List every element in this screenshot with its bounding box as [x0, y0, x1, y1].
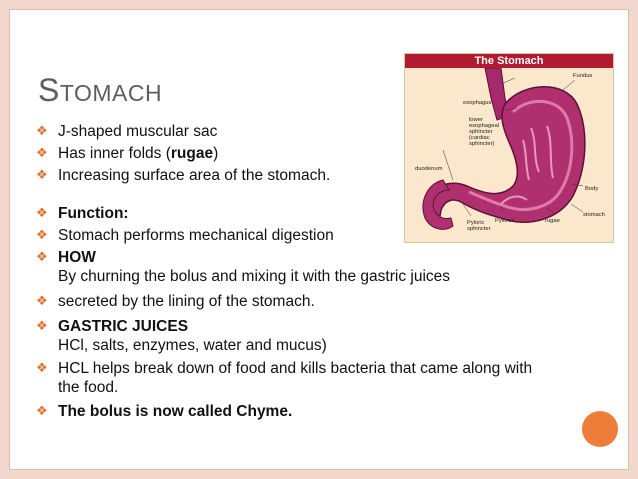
diamond-bullet-icon: ❖: [36, 361, 48, 376]
label-rugae: rugae: [545, 218, 560, 224]
label-duodenum: duodenum: [415, 166, 443, 172]
bullet-item: ❖ Has inner folds (rugae): [36, 145, 219, 162]
diamond-bullet-icon: ❖: [36, 206, 48, 221]
stomach-illustration: [405, 68, 613, 242]
bullet-item: ❖ Function:: [36, 205, 129, 222]
label-sphincter: sphincter: [469, 129, 493, 135]
bullet-item: ❖ The bolus is now called Chyme.: [36, 403, 293, 420]
label-sphincter-close: sphincter): [469, 141, 495, 147]
stomach-body-shape: [431, 87, 585, 222]
diamond-bullet-icon: ❖: [36, 404, 48, 419]
bullet-item: ❖ Increasing surface area of the stomach.: [36, 167, 331, 184]
diamond-bullet-icon: ❖: [36, 250, 48, 265]
slide-title: STOMACH: [38, 72, 163, 108]
label-esophagus: esophagus: [463, 100, 492, 106]
label-cardiac: (cardiac: [469, 135, 490, 141]
label-lower: lower: [469, 117, 483, 123]
bullet-item: ❖ Stomach performs mechanical digestion: [36, 227, 334, 244]
label-body: Body: [585, 186, 599, 192]
bullet-item: ❖ HCL helps break down of food and kills bacteria that came along with the food.: [36, 360, 533, 396]
diamond-bullet-icon: ❖: [36, 319, 48, 334]
label-pyloric-sphincter: sphincter: [467, 226, 491, 232]
label-stomach: stomach: [583, 212, 605, 218]
label-pylorus: Pylorus: [495, 218, 515, 224]
bullet-item: ❖ HOW By churning the bolus and mixing it with the gastric juices: [36, 249, 451, 285]
diamond-bullet-icon: ❖: [36, 146, 48, 161]
slide: [9, 9, 629, 470]
stomach-figure: [404, 53, 614, 243]
decorative-circle: [582, 411, 618, 447]
bullet-item: ❖ secreted by the lining of the stomach.: [36, 293, 315, 310]
bullet-item: ❖ GASTRIC JUICES HCl, salts, enzymes, water and mucus): [36, 318, 327, 354]
bullet-item: ❖ J-shaped muscular sac: [36, 123, 218, 140]
diamond-bullet-icon: ❖: [36, 294, 48, 309]
label-esophageal: esophageal: [469, 123, 499, 129]
figure-title: The Stomach: [405, 54, 613, 68]
label-fundus: Fundus: [573, 73, 593, 79]
diamond-bullet-icon: ❖: [36, 228, 48, 243]
diamond-bullet-icon: ❖: [36, 168, 48, 183]
diamond-bullet-icon: ❖: [36, 124, 48, 139]
label-pyloric: Pyloric: [467, 220, 485, 226]
